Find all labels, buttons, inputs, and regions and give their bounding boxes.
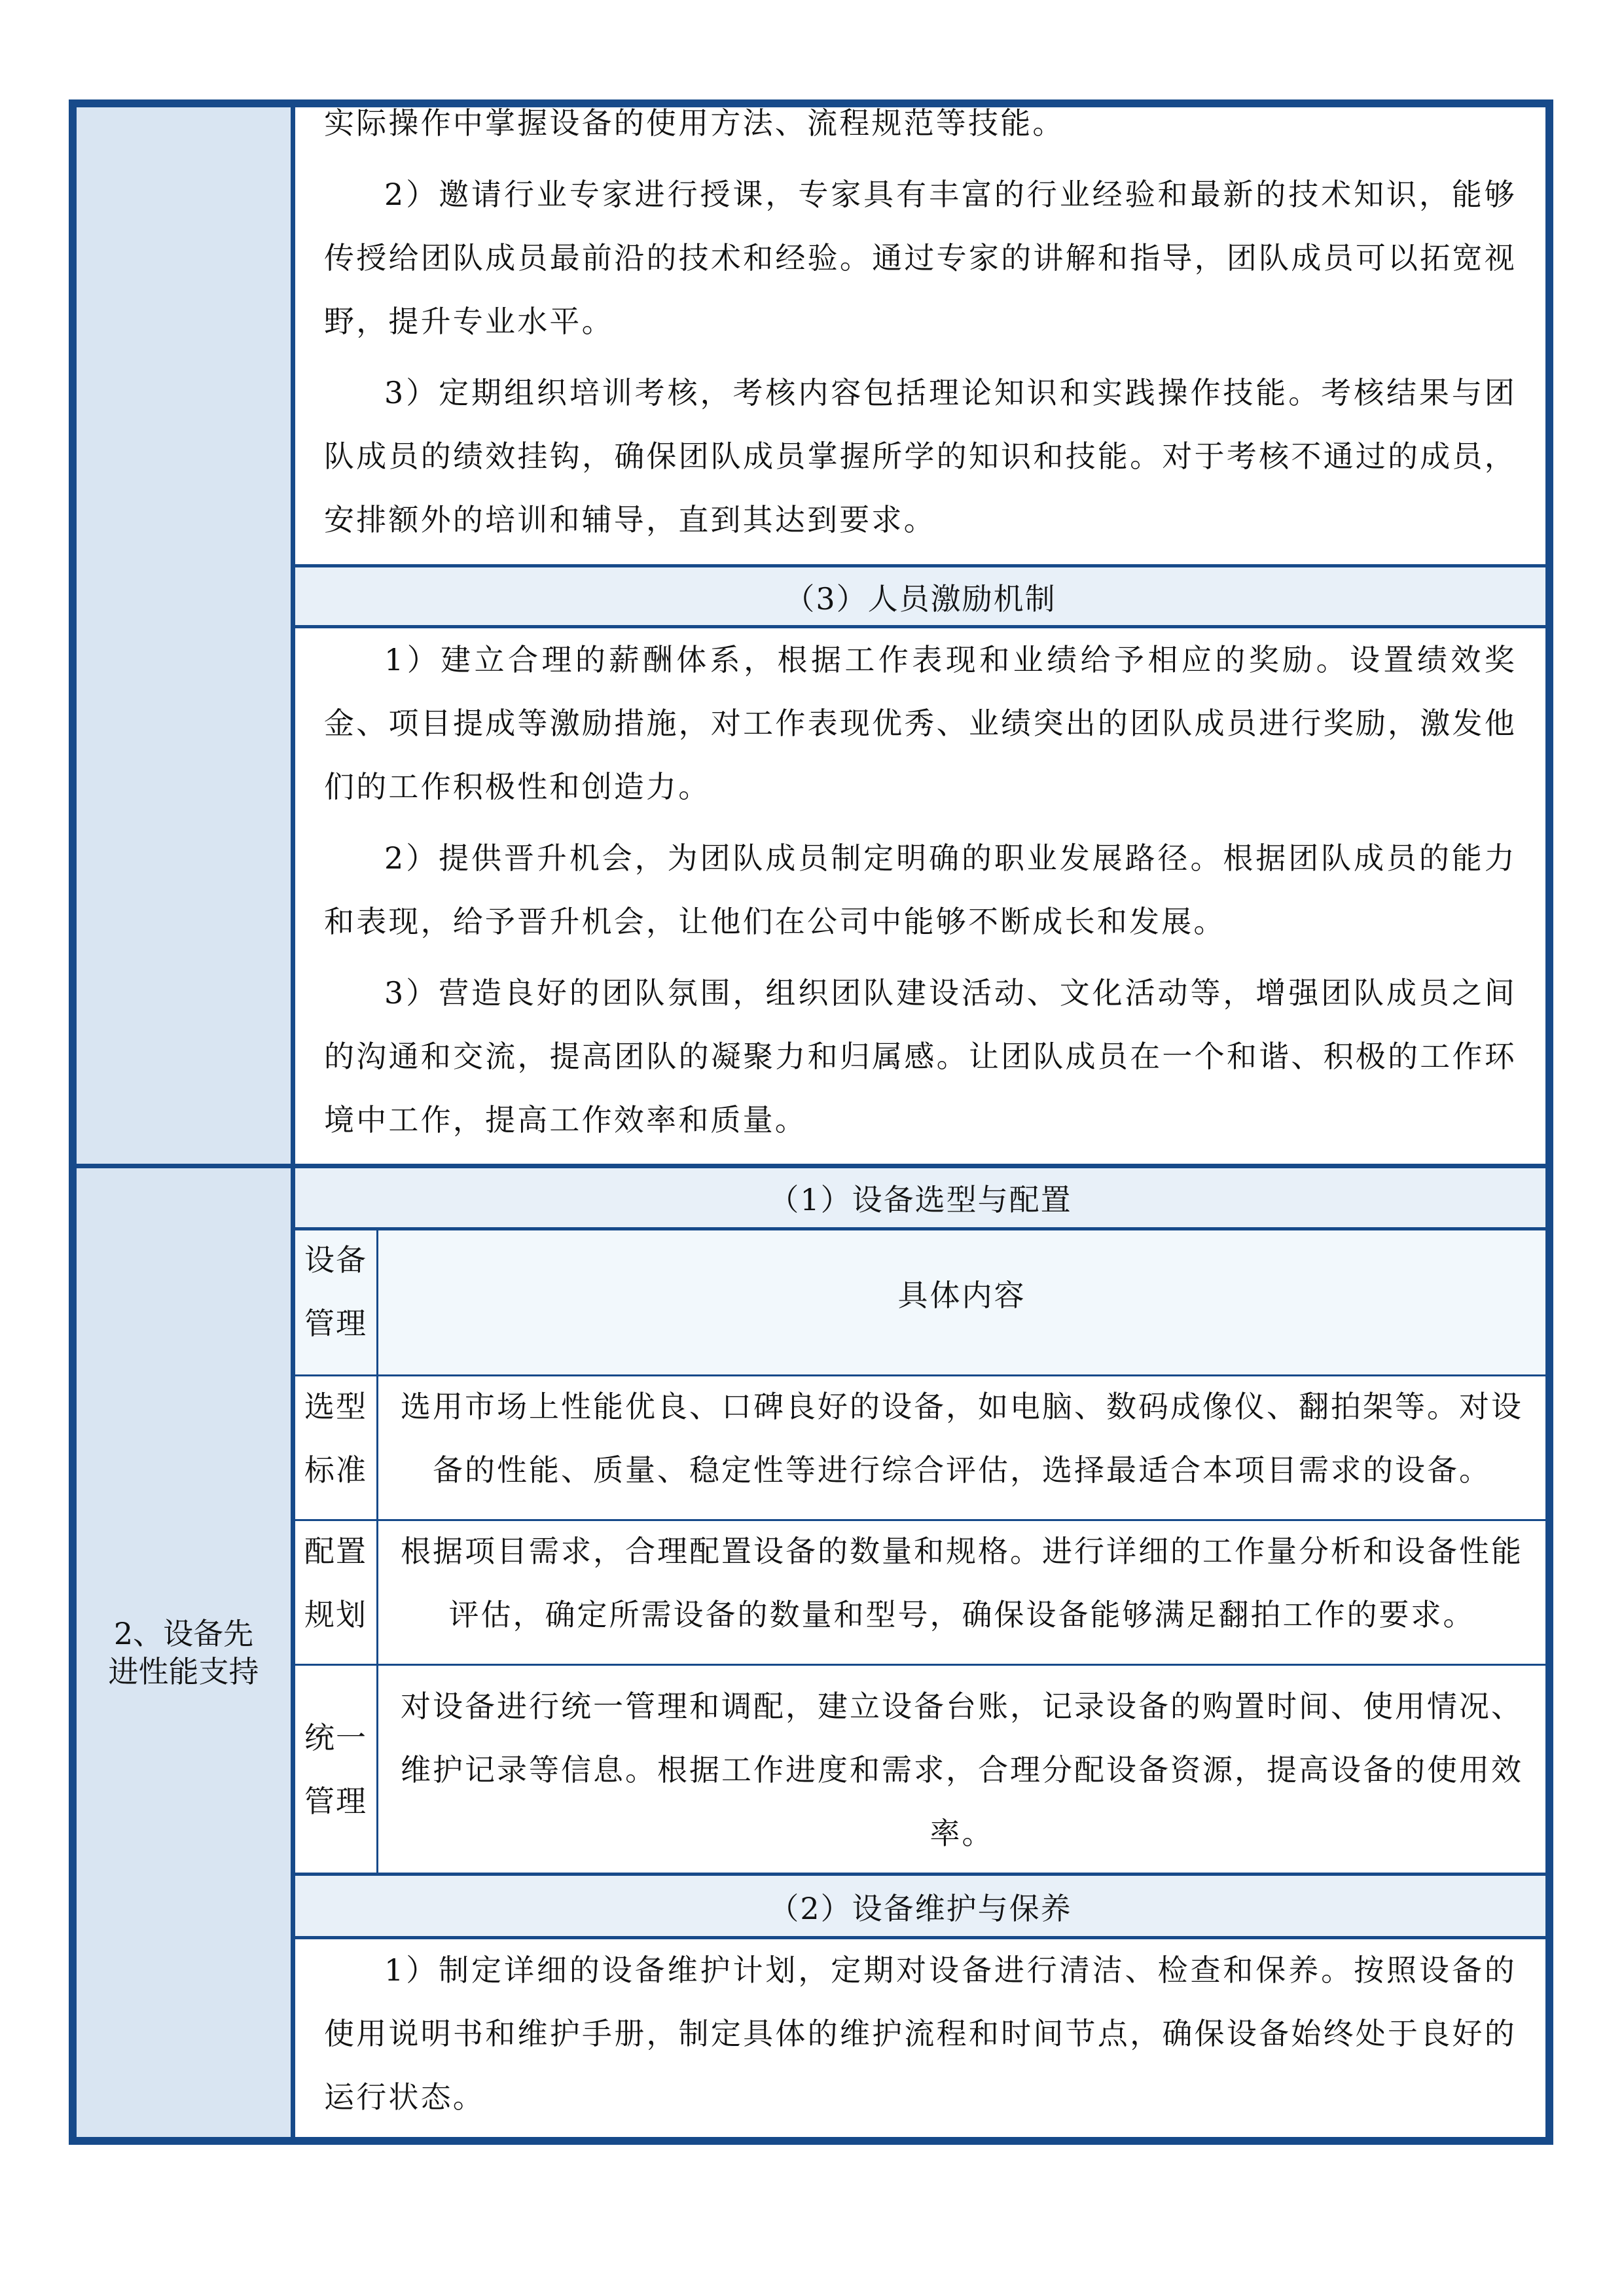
paragraph: 实际操作中掌握设备的使用方法、流程规范等技能。 [324, 107, 1065, 141]
subtable-header-label: 设备 管理 [304, 1242, 367, 1341]
paragraph: 1）建立合理的薪酬体系，根据工作表现和业绩给予相应的奖励。设置绩效奖金、项目提成等激励措施，对工作表现优秀、业绩突出的团队成员进行奖励，激发他们的工作积极性和创造力。 [324, 642, 1517, 804]
paragraph: 2）邀请行业专家进行授课，专家具有丰富的行业经验和最新的技术知识，能够传授给团队成员最前沿的技术和经验。通过专家的讲解和指导，团队成员可以拓宽视野，提升专业水平。 [324, 177, 1517, 339]
paragraph: 1）制定详细的设备维护计划，定期对设备进行清洁、检查和保养。按照设备的使用说明书和维护手册，制定具体的维护流程和时间节点，确保设备始终处于良好的运行状态。 [324, 1952, 1517, 2115]
subtable-row-label: 选型 标准 [304, 1389, 367, 1488]
paragraph: 3）营造良好的团队氛围，组织团队建设活动、文化活动等，增强团队成员之间的沟通和交流，提高团队的凝聚力和归属感。让团队成员在一个和谐、积极的工作环境中工作，提高工作效率和质量。 [324, 975, 1517, 1138]
section-header-incentive: （3）人员激励机制 [295, 567, 1545, 626]
subtable-row-content: 根据项目需求，合理配置设备的数量和规格。进行详细的工作量分析和设备性能评估，确定所需设备的数量和型号，确保设备能够满足翻拍工作的要求。 [401, 1534, 1523, 1632]
table-frame [69, 99, 1553, 2145]
subtable-row-label: 配置 规划 [304, 1534, 367, 1632]
paragraph: 2）提供晋升机会，为团队成员制定明确的职业发展路径。根据团队成员的能力和表现，给予晋升机会，让他们在公司中能够不断成长和发展。 [324, 840, 1517, 939]
subtable-header-content: 具体内容 [897, 1277, 1026, 1313]
subtable-row-content: 选用市场上性能优良、口碑良好的设备，如电脑、数码成像仪、翻拍架等。对设备的性能、质量、稳定性等进行综合评估，选择最适合本项目需求的设备。 [401, 1389, 1523, 1488]
section-header-maintenance: （2）设备维护与保养 [295, 1876, 1545, 1937]
subtable-row-label: 统一 管理 [304, 1720, 367, 1819]
row-label-equipment: 2、设备先进性能支持 [108, 1616, 259, 1689]
section-header-selection: （1）设备选型与配置 [295, 1168, 1545, 1227]
paragraph: 3）定期组织培训考核，考核内容包括理论知识和实践操作技能。考核结果与团队成员的绩效挂钩，确保团队成员掌握所学的知识和技能。对于考核不通过的成员，安排额外的培训和辅导，直到其达到要求。 [324, 375, 1517, 537]
subtable-row-content: 对设备进行统一管理和调配，建立设备台账，记录设备的购置时间、使用情况、维护记录等信息。根据工作进度和需求，合理分配设备资源，提高设备的使用效率。 [401, 1688, 1523, 1851]
